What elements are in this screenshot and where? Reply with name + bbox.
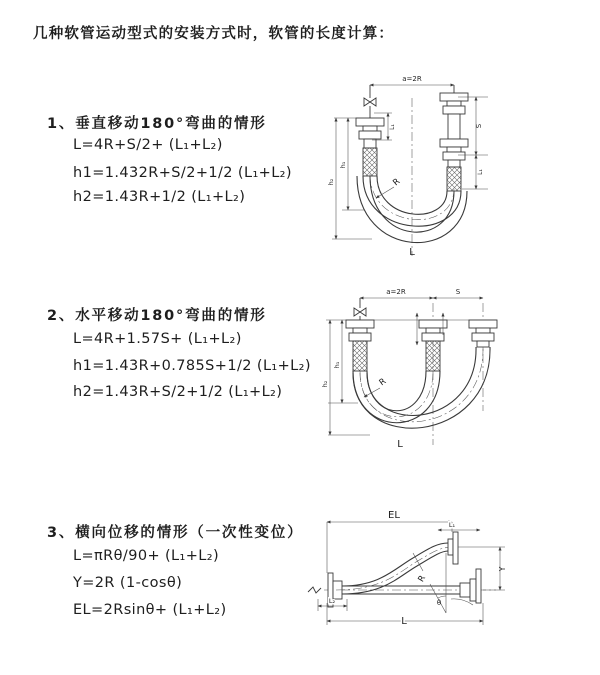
- hose-center-line: [360, 347, 483, 422]
- dim-label-r: R: [391, 176, 403, 189]
- flange: [440, 139, 468, 147]
- break-symbol: [308, 587, 321, 593]
- formula-h1: h1=1.432R+S/2+1/2 (L₁+L₂): [73, 165, 292, 181]
- dim-label-s: S: [475, 123, 483, 129]
- formula-y: Y=2R (1-cosθ): [73, 575, 183, 591]
- dim-label-h1: h₁: [333, 361, 341, 369]
- flange: [426, 328, 440, 333]
- flange-hub: [470, 579, 476, 601]
- radius-leader: [364, 388, 380, 397]
- flange-plate: [453, 532, 458, 564]
- flange: [363, 126, 377, 131]
- flange-hub: [448, 539, 453, 555]
- flange: [356, 118, 384, 126]
- dim-label-h1: h₁: [339, 161, 347, 169]
- diagram-lateral-displacement: [300, 503, 598, 645]
- pipe: [364, 139, 376, 148]
- dim-label-l: L: [397, 439, 403, 450]
- flange: [422, 333, 444, 341]
- dim-label-h2: h₂: [327, 178, 335, 186]
- dim-label-theta: θ: [436, 599, 442, 607]
- braided-section: [363, 148, 377, 176]
- section-2-heading: 2、水平移动180°弯曲的情形: [47, 308, 267, 324]
- flange: [353, 328, 367, 333]
- dim-label-l1: L₁: [448, 521, 456, 529]
- pipe: [448, 114, 460, 139]
- section-1-heading: 1、垂直移动180°弯曲的情形: [47, 116, 267, 132]
- braided-section: [353, 341, 367, 371]
- angle-arc: [438, 596, 446, 598]
- flange-plate: [476, 569, 481, 603]
- hose-outer: [353, 371, 440, 423]
- dim-label-s: S: [455, 288, 461, 296]
- formula-l: L=πRθ/90+ (L₁+L₂): [73, 548, 220, 564]
- dim-label-l2: L₂: [328, 597, 336, 605]
- flange: [349, 333, 371, 341]
- flange: [447, 147, 461, 152]
- dim-label-a2r: a=2R: [402, 75, 422, 83]
- flange: [443, 152, 465, 160]
- dim-label-l1: L₁: [477, 169, 484, 175]
- hose-center-line: [360, 371, 433, 417]
- pipe: [448, 160, 460, 167]
- section-3-heading: 3、横向位移的情形（一次性变位）: [47, 525, 304, 541]
- flange: [476, 328, 490, 333]
- page-title: 几种软管运动型式的安装方式时，软管的长度计算：: [33, 26, 395, 42]
- dim-label-l1: L₁: [389, 124, 396, 130]
- diagram-horizontal-180-bend: [312, 283, 595, 450]
- flange: [359, 131, 381, 139]
- dim-label-r: R: [377, 376, 389, 389]
- flange: [447, 101, 461, 106]
- braided-section: [426, 341, 440, 371]
- formula-h1: h1=1.43R+0.785S+1/2 (L₁+L₂): [73, 358, 311, 374]
- dim-label-l: L: [409, 247, 415, 258]
- dim-label-l: L: [401, 616, 407, 627]
- valve-icon: [354, 308, 366, 316]
- pipe: [477, 341, 489, 347]
- flange: [469, 320, 497, 328]
- dim-label-a2r: a=2R: [386, 288, 406, 296]
- formula-l: L=4R+1.57S+ (L₁+L₂): [73, 331, 242, 347]
- flange: [472, 333, 494, 341]
- flange: [443, 106, 465, 114]
- dim-label-y: Y: [498, 566, 507, 572]
- valve-icon: [364, 98, 376, 106]
- formula-h2: h2=1.43R+S/2+1/2 (L₁+L₂): [73, 384, 283, 400]
- formula-el: EL=2Rsinθ+ (L₁+L₂): [73, 602, 227, 618]
- hose-center-line: [336, 547, 453, 590]
- dim-label-r: R: [416, 573, 429, 585]
- formula-h2: h2=1.43R+1/2 (L₁+L₂): [73, 189, 246, 205]
- flange: [346, 320, 374, 328]
- formula-l: L=4R+S/2+ (L₁+L₂): [73, 137, 223, 153]
- braided-section: [447, 167, 461, 191]
- diagram-vertical-180-bend: [312, 70, 595, 260]
- pipe-step: [460, 583, 470, 597]
- dim-label-el: EL: [388, 510, 400, 521]
- hose-inner: [367, 371, 426, 411]
- dim-label-h2: h₂: [321, 380, 329, 388]
